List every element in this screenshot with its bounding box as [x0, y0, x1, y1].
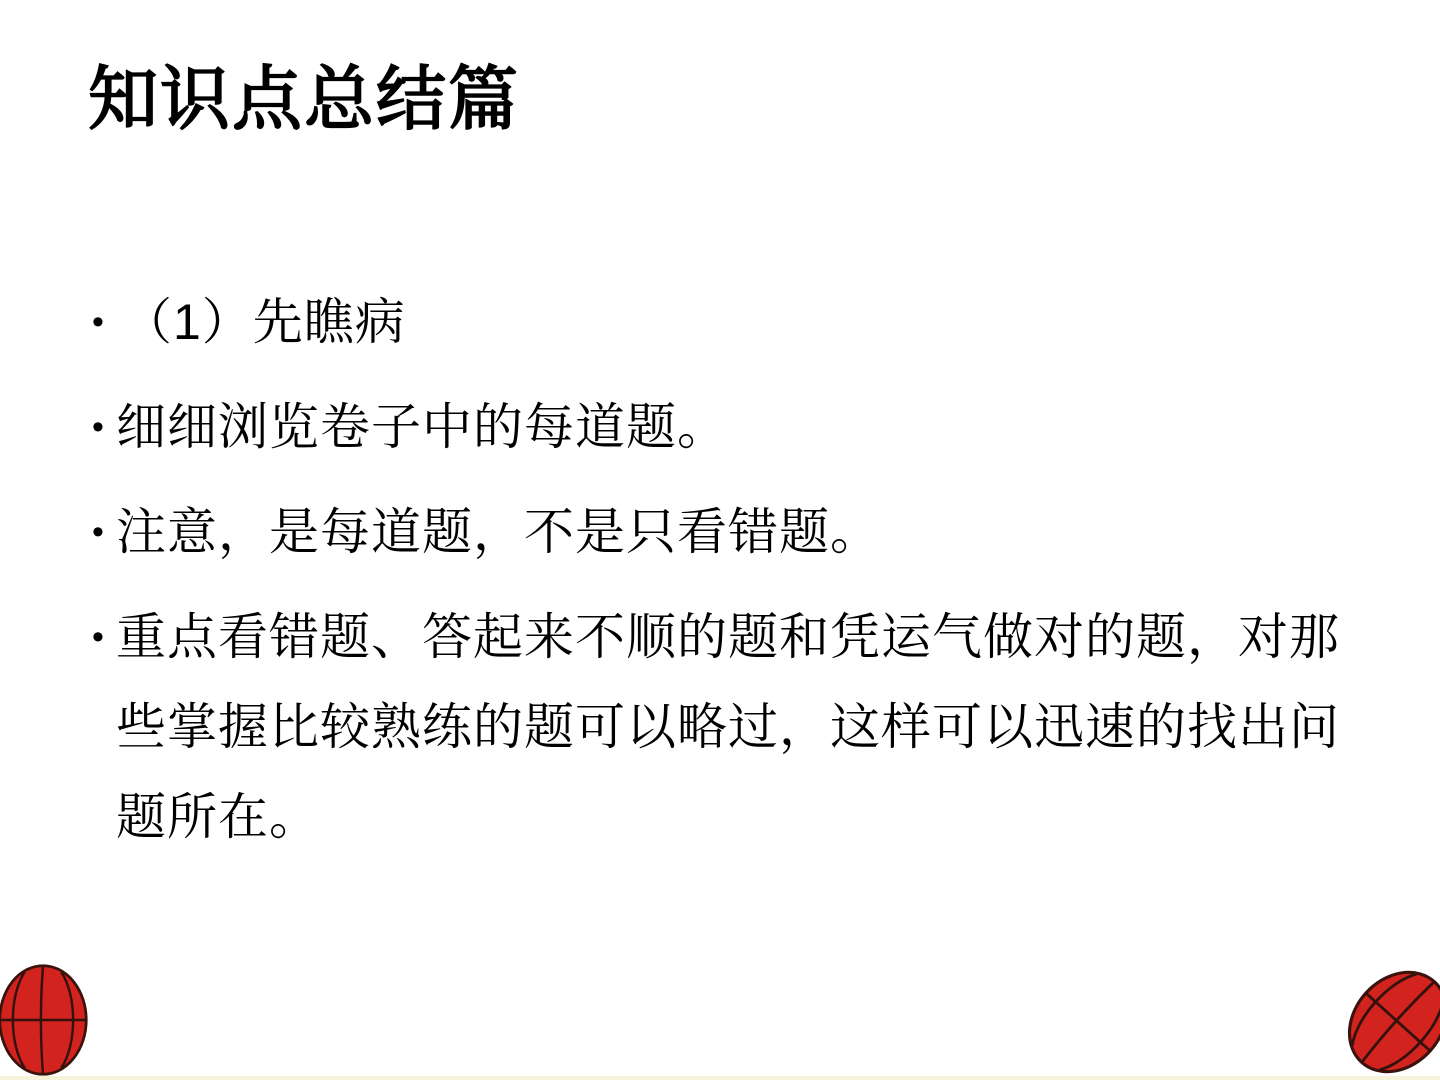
- slide-bottom-accent-strip: [0, 1076, 1440, 1080]
- bullet-text: 注意，是每道题，不是只看错题。: [116, 504, 881, 560]
- basketball-icon: [1325, 948, 1440, 1080]
- bullet-text: 细细浏览卷子中的每道题。: [116, 399, 728, 455]
- bullet-text: 重点看错题、答起来不顺的题和凭运气做对的题，对那些掌握比较熟练的题可以略过，这样可以迅速的找出问题所在。: [116, 609, 1340, 845]
- bullet-list: [92, 277, 1392, 877]
- bullet-marker-icon: •: [92, 513, 104, 551]
- bullet-text: （1）先瞧病: [122, 294, 406, 350]
- bullet-item: [92, 592, 1392, 862]
- basketball-icon: [0, 962, 89, 1078]
- bullet-marker-icon: •: [92, 618, 104, 656]
- bullet-marker-icon: •: [92, 408, 104, 446]
- bullet-item: [92, 382, 1392, 472]
- bullet-item: [92, 277, 1392, 367]
- slide-title: 知识点总结篇: [88, 60, 520, 138]
- bullet-item: [92, 487, 1392, 577]
- bullet-marker-icon: •: [92, 303, 104, 341]
